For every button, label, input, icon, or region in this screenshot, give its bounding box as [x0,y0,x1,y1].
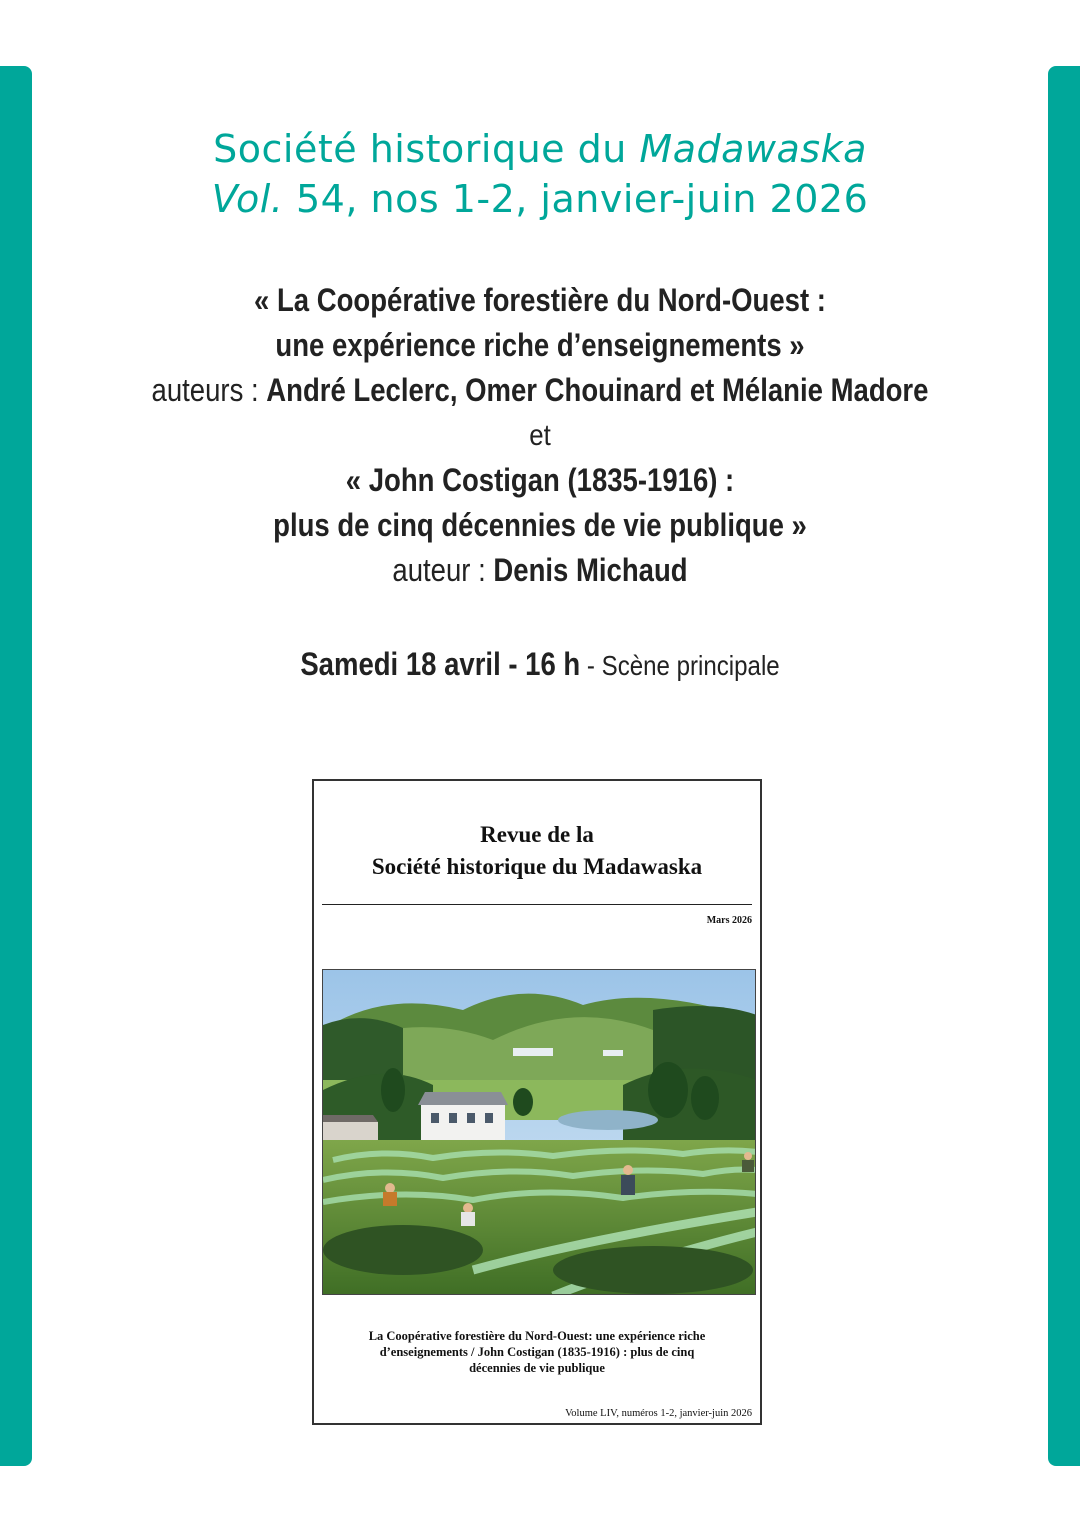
society-title [0,124,1080,174]
cover-divider [322,904,752,905]
issue-line [0,174,1080,224]
cover-photo [322,969,756,1295]
issue-details: 54, nos 1-2, janvier-juin 2026 [283,177,869,221]
talk1-title-line2: une expérience riche d’enseignements » [275,327,805,363]
event-venue: - Scène principale [580,650,780,681]
talk2-authors-label: auteur : [392,552,494,588]
talks-section [0,278,1080,593]
left-accent-bar [0,66,32,1466]
landscape-illustration [323,970,756,1295]
talk2-authors [76,548,1005,593]
cover-title [314,819,760,883]
talk1-title-line1: « La Coopérative forestière du Nord-Ouest : [254,282,826,318]
header [0,124,1080,224]
right-accent-bar [1048,66,1080,1466]
society-region: Madawaska [639,127,867,171]
society-name: Société historique du [213,127,640,171]
talk2-authors-names: Denis Michaud [493,552,688,588]
cover-title-line2: Société historique du Madawaska [371,854,703,879]
cover-title-line1: Revue de la [480,822,594,847]
talk1-authors-label: auteurs : [151,372,267,408]
talk1-authors-names: André Leclerc, Omer Chouinard et Mélanie Madore [266,372,929,408]
cover-caption [334,1328,740,1376]
event-info [76,642,1005,688]
connector-et: et [529,419,551,452]
cover-date: Mars 2026 [706,915,752,926]
event-datetime: Samedi 18 avril - 16 h [300,646,581,682]
cover-caption-line1: La Coopérative forestière du Nord-Ouest: une expérience riche [368,1329,706,1343]
talk2-title-line1: « John Costigan (1835-1916) : [345,462,735,498]
issue-vol-label: Vol. [211,177,284,221]
journal-cover [312,779,762,1425]
cover-volume: Volume LIV, numéros 1-2, janvier-juin 2026 [565,1408,752,1419]
cover-caption-line2: d’enseignements / John Costigan (1835-1916) : plus de cinq [379,1345,695,1359]
talk1-authors [76,368,1005,413]
cover-caption-line3: décennies de vie publique [469,1361,605,1375]
talk2-title-line2: plus de cinq décennies de vie publique » [273,507,807,543]
